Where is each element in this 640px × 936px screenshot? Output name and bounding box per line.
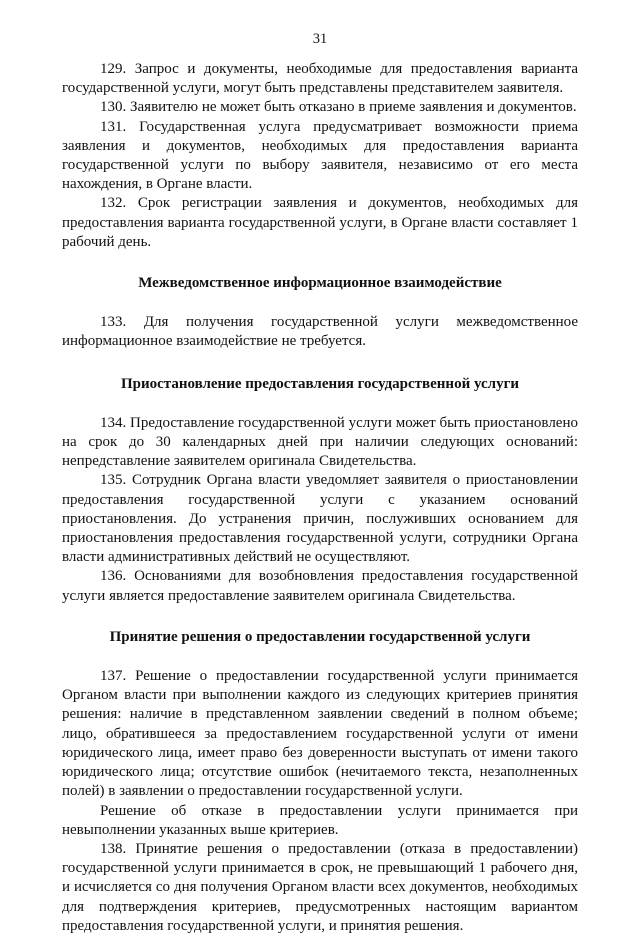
paragraph-133: 133. Для получения государственной услуги межведомственное информационное взаимодействие не требуется. [62, 314, 578, 350]
paragraph-135: 135. Сотрудник Органа власти уведомляет заявителя о приостановлении предоставления государственной услуги с указанием оснований приостановления. До устранения причин, послуживших основанием для приостановления предоставления государственной услуги, сотрудники Органа власти административных действий не осуществляют. [62, 472, 578, 566]
paragraph-137: 137. Решение о предоставлении государственной услуги принимается Органом власти при выполнении каждого из следующих критериев принятия решения: наличие в представленном заявлении сведений в полном объеме; лицо, обратившееся за предоставлением государственной услуги от имени юридического лица, имеет право без доверенности выступать от имени такого юридического лица; отсутствие ошибок (нечитаемого текста, незаполненных полей) в заявлении о предоставлении государственной услуги. [62, 668, 578, 800]
section-heading-interagency: Межведомственное информационное взаимодействие [138, 275, 502, 292]
paragraph-130: 130. Заявителю не может быть отказано в приеме заявления и документов. [100, 99, 577, 116]
page-number: 31 [312, 31, 328, 47]
paragraph-136: 136. Основаниями для возобновления предоставления государственной услуги является предоставление заявителем оригинала Свидетельства. [62, 568, 578, 604]
section-heading-decision: Принятие решения о предоставлении государственной услуги [109, 628, 531, 645]
paragraph-131: 131. Государственная услуга предусматривает возможности приема заявления и документов, необходимых для предоставления варианта государственной услуги по выбору заявителя, независимо от его места нахождения, в Органе власти. [62, 118, 578, 193]
page-body [62, 60, 578, 936]
paragraph-134: 134. Предоставление государственной услуги может быть приостановлено на срок до 30 календарных дней при наличии следующих оснований: непредставление заявителем оригинала Свидетельства. [62, 414, 578, 470]
paragraph-132: 132. Срок регистрации заявления и документов, необходимых для предоставления варианта государственной услуги, в Органе власти составляет 1 рабочий день. [62, 195, 578, 250]
paragraph-refusal: Решение об отказе в предоставлении услуги принимается при невыполнении указанных выше критериев. [62, 802, 578, 838]
paragraph-129: 129. Запрос и документы, необходимые для предоставления варианта государственной услуги, могут быть представлены представителем заявителя. [62, 61, 578, 97]
section-heading-suspension: Приостановление предоставления государственной услуги [120, 375, 520, 392]
paragraph-138: 138. Принятие решения о предоставлении (отказа в предоставлении) государственной услуги принимается в срок, не превышающий 1 рабочего дня, и исчисляется со дня получения Органом власти всех документов, необходимых для подтверждения критериев, предусмотренных настоящим вариантом предоставления государственной услуги, и принятия решения. [62, 840, 578, 934]
